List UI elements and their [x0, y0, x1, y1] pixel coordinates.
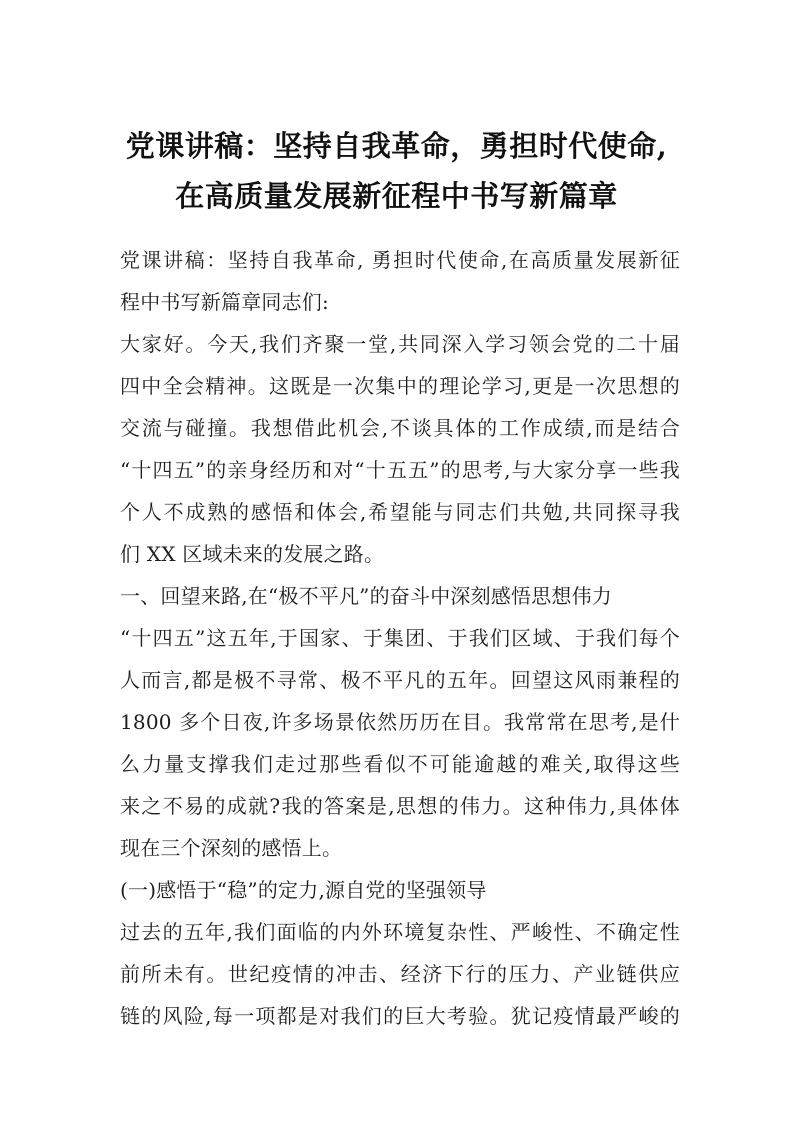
body-line: 党课讲稿：坚持自我革命, 勇担时代使命,在高质量发展新征: [120, 248, 680, 272]
body-line: “十四五”这五年,于国家、于集团、于我们区域、于我们每个: [120, 626, 680, 650]
body-line: 们 XX 区域未来的发展之路。: [120, 542, 385, 566]
body-line: 程中书写新篇章同志们:: [120, 290, 329, 314]
document-title-line-2: 在高质量发展新征程中书写新篇章: [175, 179, 618, 213]
body-line: 链的风险,每一项都是对我们的巨大考验。犹记疫情最严峻的: [120, 1004, 680, 1028]
document-title-line-1: 党课讲稿：坚持自我革命，勇担时代使命,: [125, 129, 668, 163]
body-line: 个人不成熟的感悟和体会,希望能与同志们共勉,共同探寻我: [120, 500, 680, 524]
body-line: 前所未有。世纪疫情的冲击、经济下行的压力、产业链供应: [120, 962, 680, 986]
body-line: 现在三个深刻的感悟上。: [120, 836, 343, 860]
body-line: 交流与碰撞。我想借此机会,不谈具体的工作成绩,而是结合: [120, 416, 680, 440]
body-line: 么力量支撑我们走过那些看似不可能逾越的难关,取得这些: [120, 752, 680, 776]
body-line: 过去的五年,我们面临的内外环境复杂性、严峻性、不确定性: [120, 920, 680, 944]
body-line: 人而言,都是极不寻常、极不平凡的五年。回望这风雨兼程的: [120, 668, 680, 692]
body-line: 大家好。今天,我们齐聚一堂,共同深入学习领会党的二十届: [120, 332, 680, 356]
body-line: “十四五”的亲身经历和对“十五五”的思考,与大家分享一些我: [120, 458, 680, 482]
body-line: 1800 多个日夜,许多场景依然历历在目。我常常在思考,是什: [120, 710, 680, 734]
body-line: 四中全会精神。这既是一次集中的理论学习,更是一次思想的: [120, 374, 680, 398]
body-line: 来之不易的成就?我的答案是,思想的伟力。这种伟力,具体体: [120, 794, 680, 818]
subsection-heading: (一)感悟于“稳”的定力,源自党的坚强领导: [120, 878, 487, 902]
section-heading: 一、回望来路,在“极不平凡”的奋斗中深刻感悟思想伟力: [120, 584, 613, 608]
